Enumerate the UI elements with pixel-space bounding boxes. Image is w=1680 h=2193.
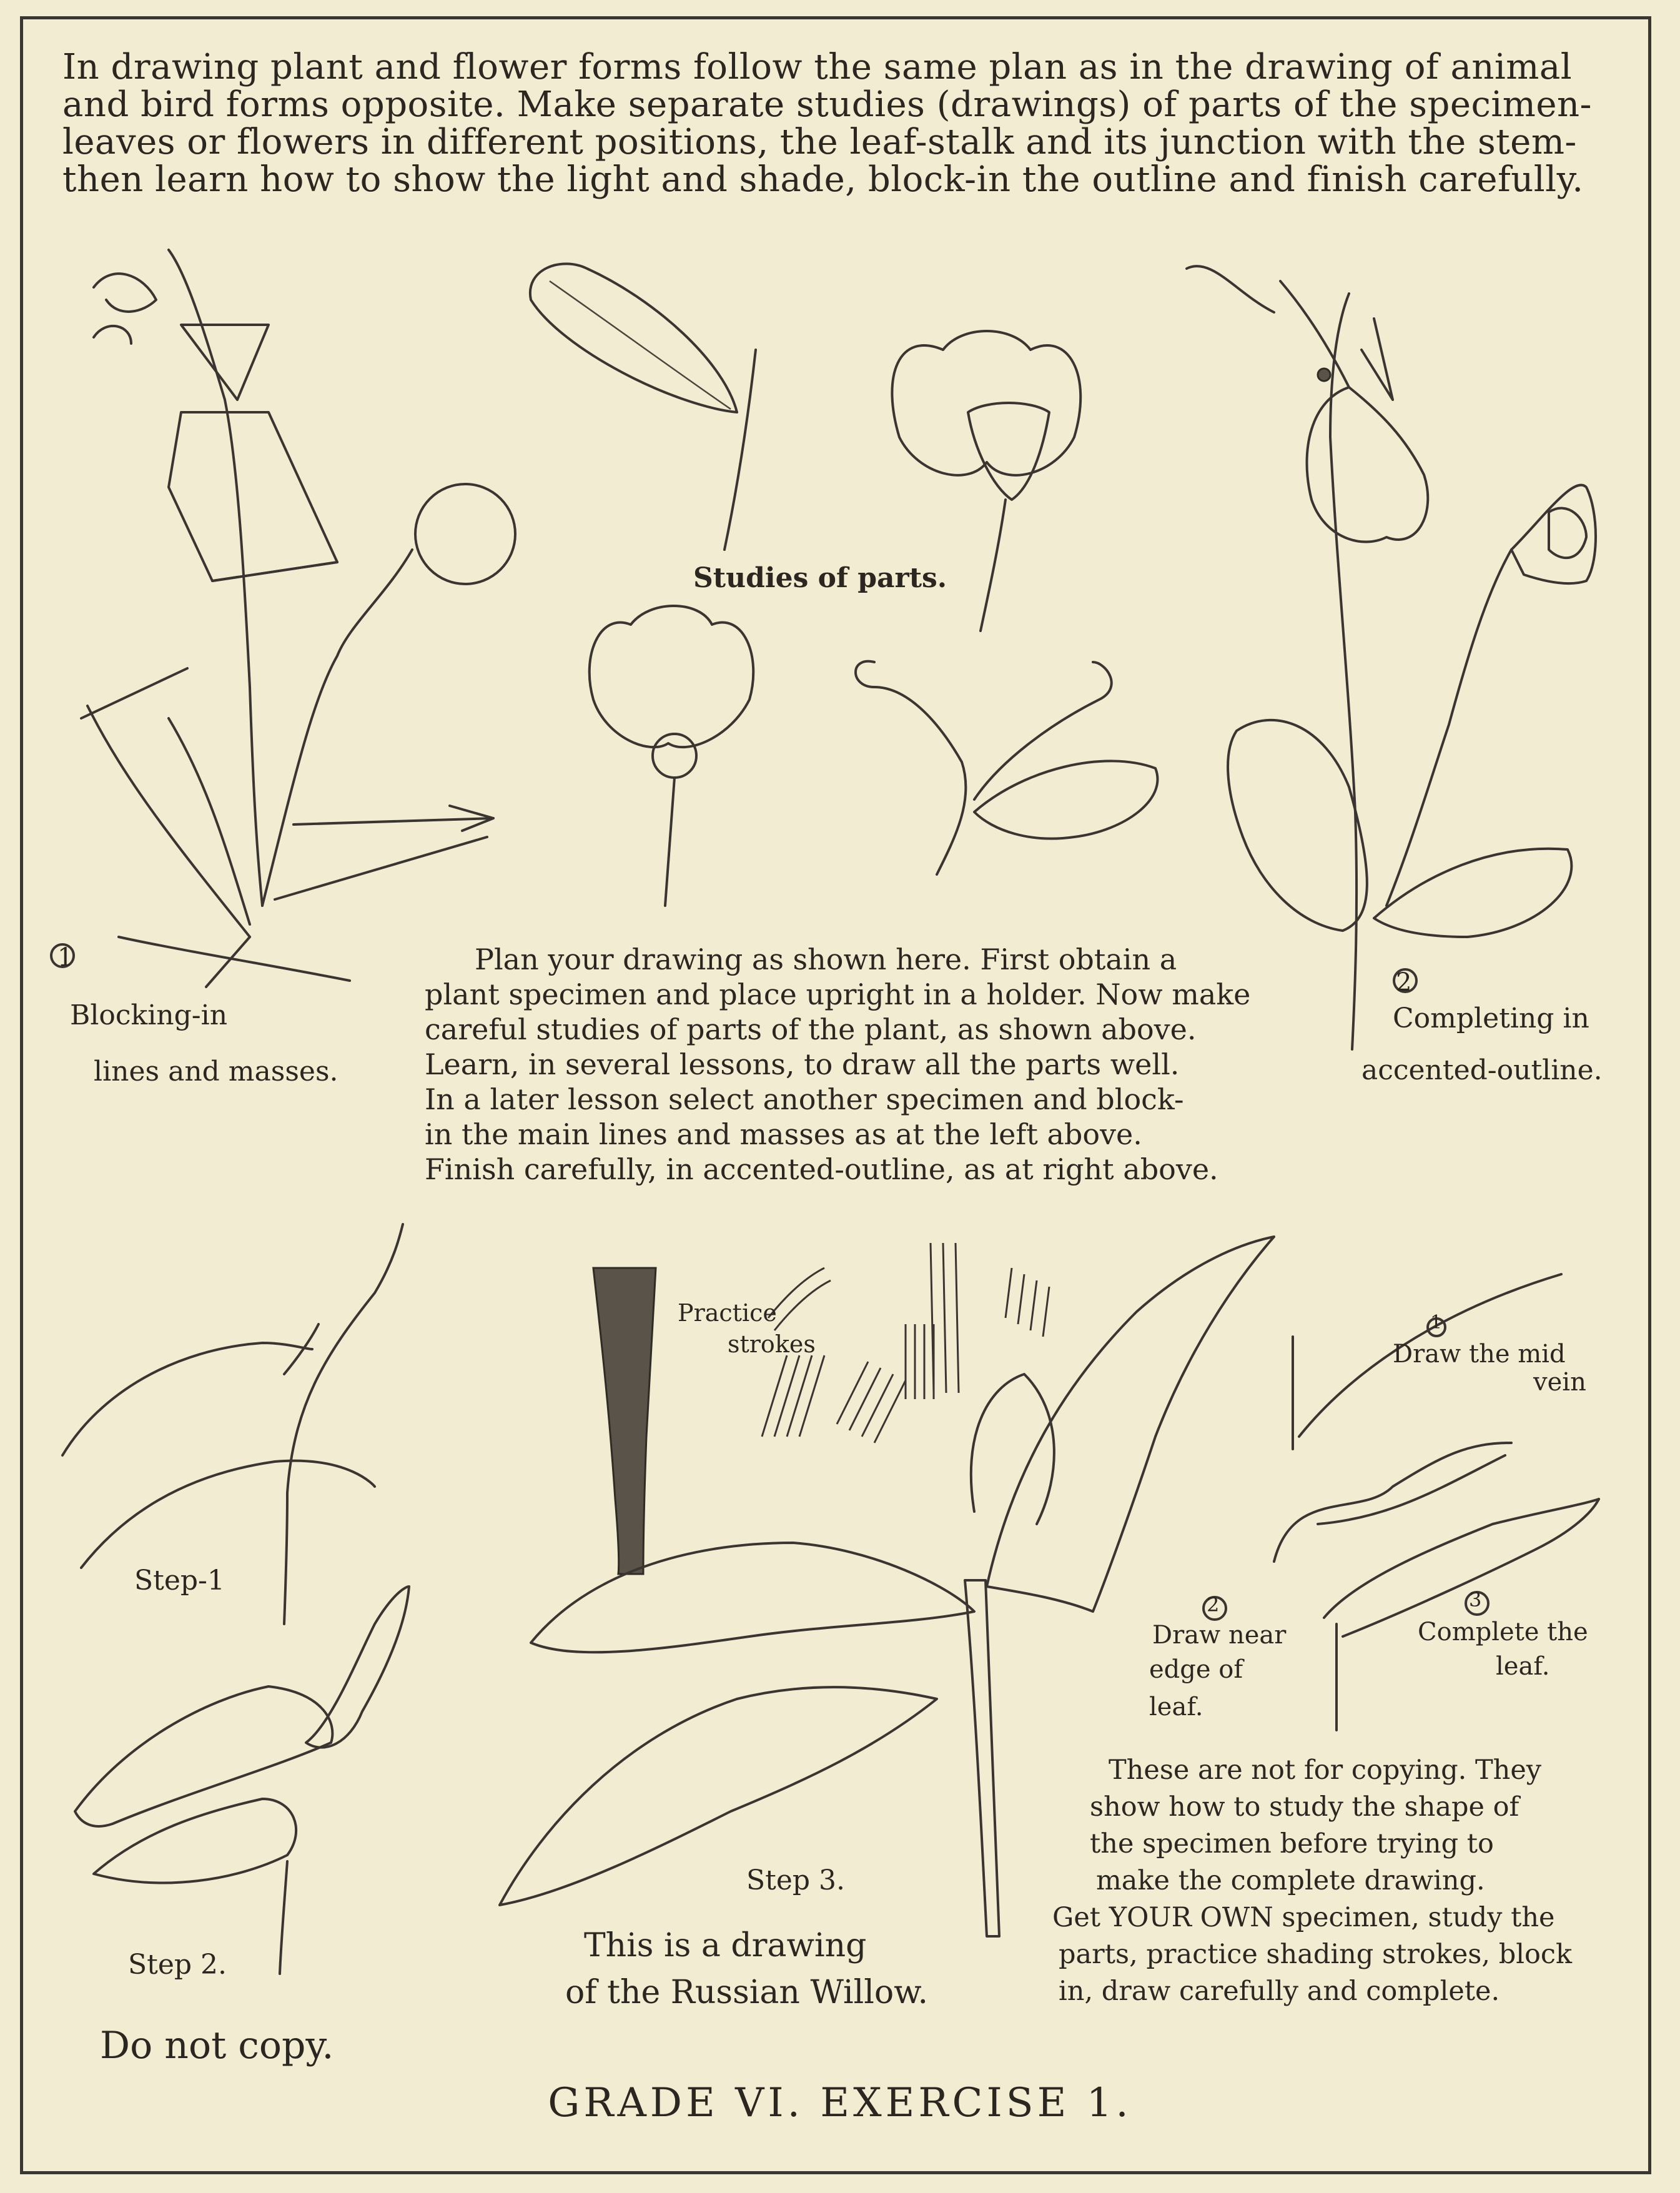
step1-label: Blocking-in xyxy=(70,999,228,1031)
note-line: These are not for copying. They xyxy=(1109,1755,1542,1786)
plan-line: Learn, in several lessons, to draw all the parts well. xyxy=(425,1047,1180,1081)
note-line: the specimen before trying to xyxy=(1090,1828,1494,1859)
note-line: Get YOUR OWN specimen, study the xyxy=(1052,1902,1555,1933)
leaf-step2-label: Draw near xyxy=(1152,1621,1287,1650)
intro-line: then learn how to show the light and shade, block-in the outline and finish carefully. xyxy=(62,159,1584,200)
leaf-step3-label: leaf. xyxy=(1496,1652,1550,1681)
note-line: make the complete drawing. xyxy=(1096,1865,1485,1896)
leaf-step3-label: Complete the xyxy=(1418,1618,1588,1646)
intro-line: leaves or flowers in different positions, the leaf-stalk and its junction with the stem- xyxy=(62,122,1577,162)
completed-plant-drawing xyxy=(1187,266,1596,1049)
practice-strokes-label: Practice xyxy=(678,1299,777,1327)
plan-line: careful studies of parts of the plant, as shown above. xyxy=(425,1012,1197,1046)
plan-line: Finish carefully, in accented-outline, as at right above. xyxy=(425,1152,1218,1186)
note-line: show how to study the shape of xyxy=(1090,1791,1519,1823)
leaf-step1-number: 1 xyxy=(1430,1312,1443,1334)
intro-line: In drawing plant and flower forms follow the same plan as in the drawing of animal xyxy=(62,47,1573,87)
plan-line: in the main lines and masses as at the left above. xyxy=(425,1117,1142,1151)
plan-paragraph xyxy=(425,942,1250,1187)
step-1-label: Step-1 xyxy=(134,1565,225,1596)
step1-number: 1 xyxy=(57,943,74,972)
note-paragraph xyxy=(1052,1752,1572,2010)
intro-line: and bird forms opposite. Make separate studies (drawings) of parts of the specimen- xyxy=(62,84,1592,125)
plan-line: In a later lesson select another specimen and block- xyxy=(425,1082,1184,1116)
step-1-drawing xyxy=(62,1224,403,1624)
do-not-copy-label: Do not copy. xyxy=(100,2024,334,2067)
step1-label: lines and masses. xyxy=(94,1056,338,1087)
studies-of-parts-label: Studies of parts. xyxy=(693,562,947,594)
step2-label: Completing in xyxy=(1393,1002,1589,1034)
leaf-step3-number: 3 xyxy=(1469,1588,1482,1611)
leaf-step2-number: 2 xyxy=(1207,1593,1220,1616)
step2-number: 2 xyxy=(1396,968,1412,997)
leaf-step2-label: leaf. xyxy=(1149,1693,1203,1721)
practice-strokes-label: strokes xyxy=(728,1330,816,1358)
step-2-label: Step 2. xyxy=(128,1949,227,1981)
step-3-label: Step 3. xyxy=(746,1864,845,1896)
step-2-drawing xyxy=(75,1587,409,1974)
plan-line: Plan your drawing as shown here. First obtain a xyxy=(475,943,1177,976)
plan-line: plant specimen and place upright in a holder. Now make xyxy=(425,978,1251,1011)
page-title: GRADE VI. EXERCISE 1. xyxy=(548,2080,1132,2126)
willow-caption: of the Russian Willow. xyxy=(565,1974,929,2011)
leaf-step2-label: edge of xyxy=(1149,1655,1243,1684)
note-line: in, draw carefully and complete. xyxy=(1059,1976,1500,2007)
leaf-step1-label: vein xyxy=(1533,1368,1586,1397)
willow-caption: This is a drawing xyxy=(584,1927,867,1964)
leaf-step1-label: Draw the mid xyxy=(1393,1340,1566,1369)
step2-label: accented-outline. xyxy=(1361,1054,1603,1086)
blocking-in-sketch xyxy=(51,250,515,987)
note-line: parts, practice shading strokes, block xyxy=(1059,1939,1572,1970)
